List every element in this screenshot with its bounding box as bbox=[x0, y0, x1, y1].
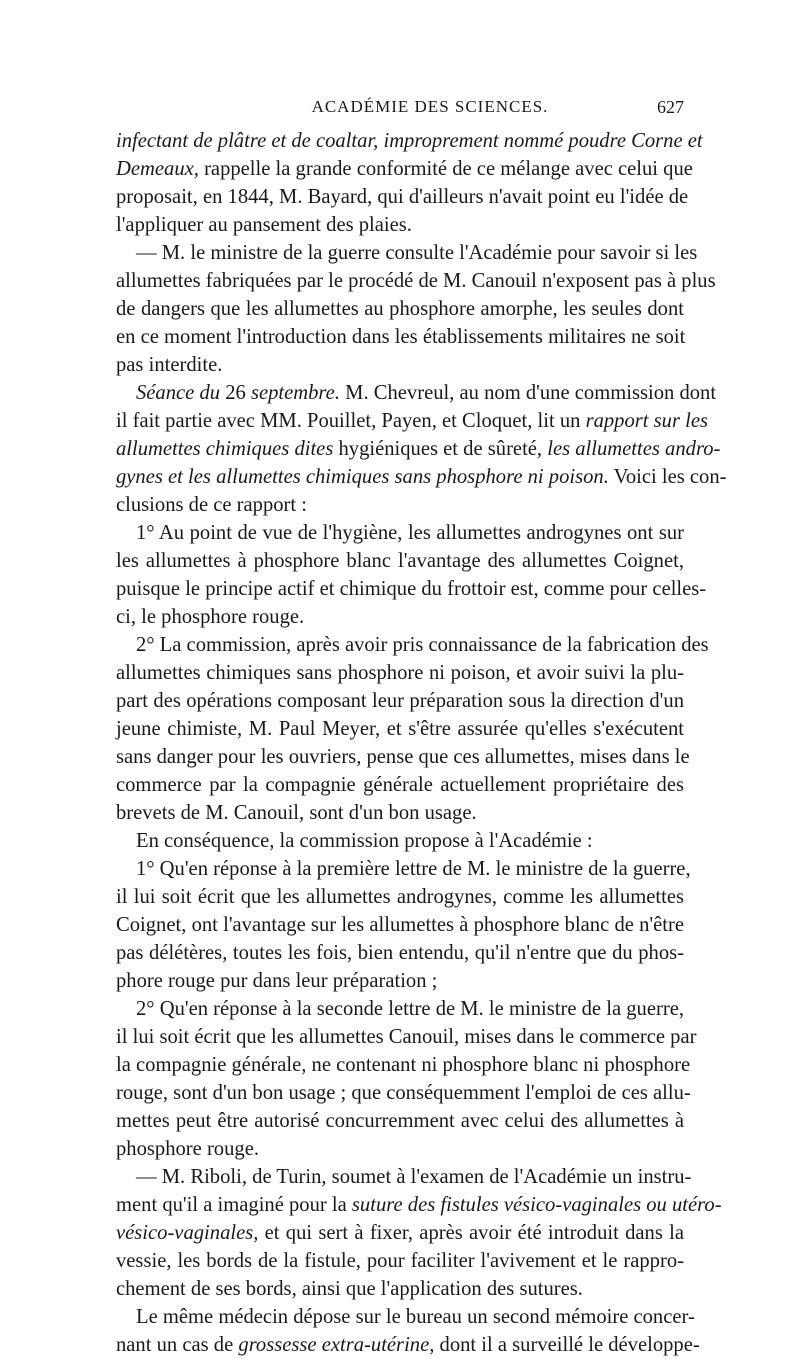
text-segment: hygiéniques et de sûreté, bbox=[333, 438, 548, 460]
text-line bbox=[116, 1275, 684, 1303]
text-segment: M. Chevreul, au nom d'une commission dont bbox=[339, 382, 717, 404]
text-segment: 2° La commission, après avoir pris connaissance de la fabrication des bbox=[136, 634, 709, 656]
page-number: 627 bbox=[657, 97, 684, 117]
text-line bbox=[116, 351, 684, 379]
text-line bbox=[116, 323, 684, 351]
italic-text: grossesse extra-utérine, bbox=[238, 1334, 435, 1356]
text-segment: brevets de M. Canouil, sont d'un bon usage. bbox=[116, 802, 477, 824]
text-line bbox=[116, 407, 709, 435]
text-line bbox=[116, 855, 691, 883]
text-segment: chement de ses bords, ainsi que l'application des sutures. bbox=[116, 1278, 583, 1300]
text-segment: de dangers que les allumettes au phosphore amorphe, les seules dont bbox=[116, 298, 684, 320]
text-line bbox=[116, 463, 727, 491]
text-segment: — M. Riboli, de Turin, soumet à l'examen de l'Académie un instru- bbox=[136, 1166, 692, 1188]
text-line bbox=[116, 1247, 684, 1275]
text-segment: rouge, sont d'un bon usage ; que conséquemment l'emploi de ces allu- bbox=[116, 1082, 691, 1104]
text-segment: phore rouge pur dans leur préparation ; bbox=[116, 970, 438, 992]
text-segment: Le même médecin dépose sur le bureau un second mémoire concer- bbox=[136, 1306, 695, 1328]
text-line bbox=[116, 1079, 691, 1107]
text-segment: nant un cas de bbox=[116, 1334, 239, 1356]
text-segment: 1° Qu'en réponse à la première lettre de M. le ministre de la guerre, bbox=[136, 858, 691, 880]
text-segment: il lui soit écrit que les allumettes Canouil, mises dans le commerce par bbox=[116, 1026, 697, 1048]
text-segment: proposait, en 1844, M. Bayard, qui d'ailleurs n'avait point eu l'idée de bbox=[116, 186, 689, 208]
italic-text: rapport sur les bbox=[585, 410, 709, 432]
text-segment: clusions de ce rapport : bbox=[116, 494, 308, 516]
text-line bbox=[116, 1163, 692, 1191]
text-line bbox=[116, 1051, 691, 1079]
text-segment: 26 bbox=[220, 382, 251, 404]
text-segment: commerce par la compagnie générale actuellement propriétaire des bbox=[116, 774, 684, 796]
text-line bbox=[116, 183, 689, 211]
text-line bbox=[116, 491, 684, 519]
text-line bbox=[116, 1023, 697, 1051]
text-line bbox=[116, 267, 716, 295]
page-header bbox=[116, 97, 684, 127]
text-segment: mettes peut être autorisé concurremment avec celui des allumettes à bbox=[116, 1110, 684, 1132]
text-line bbox=[116, 1135, 684, 1163]
text-segment: il fait partie avec MM. Pouillet, Payen, et Cloquet, lit un bbox=[116, 410, 586, 432]
text-segment: vessie, les bords de la fistule, pour faciliter l'avivement et le rappro- bbox=[116, 1250, 684, 1272]
text-line bbox=[116, 799, 684, 827]
text-segment: il lui soit écrit que les allumettes androgynes, comme les allumettes bbox=[116, 886, 684, 908]
text-segment: la compagnie générale, ne contenant ni phosphore blanc ni phosphore bbox=[116, 1054, 691, 1076]
text-segment: dont il a surveillé le développe- bbox=[434, 1334, 700, 1356]
text-line bbox=[116, 155, 693, 183]
text-line bbox=[116, 771, 684, 799]
text-line bbox=[116, 883, 684, 911]
text-line bbox=[116, 911, 684, 939]
text-line bbox=[116, 939, 684, 967]
text-segment: en ce moment l'introduction dans les établissements militaires ne soit bbox=[116, 326, 686, 348]
text-line bbox=[116, 1303, 695, 1331]
text-line bbox=[116, 1219, 684, 1247]
italic-text: infectant de plâtre et de coaltar, improprement nommé poudre Corne et bbox=[116, 130, 703, 152]
text-segment: 2° Qu'en réponse à la seconde lettre de M. le ministre de la guerre, bbox=[136, 998, 684, 1020]
text-segment: l'appliquer au pansement des plaies. bbox=[116, 214, 412, 236]
text-line bbox=[116, 239, 698, 267]
text-line bbox=[116, 211, 684, 239]
text-line bbox=[116, 995, 684, 1023]
text-segment: phosphore rouge. bbox=[116, 1138, 259, 1160]
text-segment: — M. le ministre de la guerre consulte l'Académie pour savoir si les bbox=[136, 242, 698, 264]
text-segment: et qui sert à fixer, après avoir été introduit dans la bbox=[258, 1222, 684, 1244]
text-line bbox=[116, 603, 684, 631]
text-line bbox=[116, 379, 717, 407]
text-segment: jeune chimiste, M. Paul Meyer, et s'être assurée qu'elles s'exécutent bbox=[116, 718, 684, 740]
italic-text: Séance du bbox=[136, 382, 221, 404]
text-line bbox=[116, 575, 707, 603]
text-segment: pas interdite. bbox=[116, 354, 223, 376]
italic-text: les allumettes andro- bbox=[547, 438, 721, 460]
text-segment: les allumettes à phosphore blanc l'avantage des allumettes Coignet, bbox=[116, 550, 684, 572]
text-segment: allumettes fabriquées par le procédé de M. Canouil n'exposent pas à plus bbox=[116, 270, 716, 292]
text-segment: En conséquence, la commission propose à l'Académie : bbox=[136, 830, 593, 852]
text-line bbox=[116, 435, 721, 463]
body-text bbox=[116, 127, 727, 1359]
text-segment: part des opérations composant leur préparation sous la direction d'un bbox=[116, 690, 684, 712]
italic-text: gynes et les allumettes chimiques sans phosphore ni poison. bbox=[116, 466, 609, 488]
text-line bbox=[116, 715, 684, 743]
text-line bbox=[116, 659, 684, 687]
text-line bbox=[116, 631, 709, 659]
text-segment: rappelle la grande conformité de ce mélange avec celui que bbox=[198, 158, 693, 180]
text-line bbox=[116, 743, 690, 771]
text-line bbox=[116, 967, 684, 995]
text-line bbox=[116, 1331, 700, 1359]
text-line bbox=[116, 127, 703, 155]
text-line bbox=[116, 547, 684, 575]
text-line bbox=[116, 519, 684, 547]
text-segment: ment qu'il a imaginé pour la bbox=[116, 1194, 352, 1216]
text-segment: Voici les con- bbox=[608, 466, 727, 488]
text-segment: Coignet, ont l'avantage sur les allumettes à phosphore blanc de n'être bbox=[116, 914, 684, 936]
text-segment: allumettes chimiques sans phosphore ni poison, et avoir suivi la plu- bbox=[116, 662, 684, 684]
italic-text: septembre. bbox=[250, 382, 340, 404]
italic-text: suture des fistules vésico-vaginales ou utéro- bbox=[351, 1194, 722, 1216]
text-segment: ci, le phosphore rouge. bbox=[116, 606, 305, 628]
text-segment: 1° Au point de vue de l'hygiène, les allumettes androgynes ont sur bbox=[136, 522, 684, 544]
text-line bbox=[116, 1107, 684, 1135]
text-segment: puisque le principe actif et chimique du frottoir est, comme pour celles- bbox=[116, 578, 707, 600]
text-line bbox=[116, 295, 684, 323]
italic-text: allumettes chimiques dites bbox=[116, 438, 334, 460]
text-line bbox=[116, 687, 684, 715]
running-title: ACADÉMIE DES SCIENCES. bbox=[311, 97, 549, 116]
italic-text: vésico-vaginales, bbox=[116, 1222, 259, 1244]
text-segment: sans danger pour les ouvriers, pense que ces allumettes, mises dans le bbox=[116, 746, 690, 768]
text-segment: pas délétères, toutes les fois, bien entendu, qu'il n'entre que du phos- bbox=[116, 942, 684, 964]
text-line bbox=[116, 827, 684, 855]
italic-text: Demeaux, bbox=[116, 158, 199, 180]
